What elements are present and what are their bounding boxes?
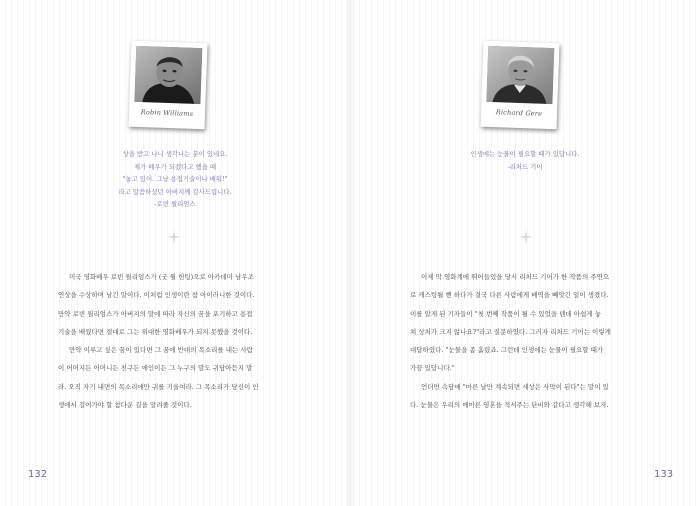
book-gutter bbox=[346, 0, 354, 506]
body-line: 미국 영화배우 로빈 윌리엄스가 (굿 윌 헌팅)으로 아카데미 남우조 bbox=[69, 273, 254, 281]
quote-line: 제가 배우가 되겠다고 했을 때 bbox=[133, 162, 217, 171]
robin-williams-signature: Robin Williams bbox=[140, 108, 194, 118]
sparkle-icon bbox=[167, 230, 181, 244]
page-number-left: 132 bbox=[28, 469, 48, 480]
quote-line: 상을 받고 나니 생각나는 분이 있네요. bbox=[122, 150, 228, 158]
body-line: 만약 이루고 싶은 꿈이 있다면 그 꿈에 반대의 목소리를 내는 사람 bbox=[69, 346, 253, 355]
sparkle-icon bbox=[519, 230, 533, 244]
richard-gere-polaroid bbox=[481, 41, 560, 130]
body-line: 라. 오직 자기 내면의 목소리에만 귀를 기울여라. 그 목소리가 당신이 인 bbox=[58, 382, 259, 391]
body-line: 이를 알게 된 기자들이 "첫 번째 작품이 될 수 있었을 텐데 아쉽게 놓 bbox=[410, 309, 602, 318]
body-line: 기술을 배웠다면 절대로 그는 위대한 영화배우가 되지 못했을 것이다. bbox=[58, 327, 253, 336]
body-line: 생에서 걸어가야 할 참다운 길을 알려줄 것이다. bbox=[58, 401, 192, 410]
robin-williams-photo bbox=[134, 46, 202, 104]
body-line: 다. 눈물은 우리의 메마른 영혼을 적셔주는 단비와 같다고 생각해 보자. bbox=[410, 401, 609, 410]
body-line: 연상을 수상하며 남긴 말이다. 이처럼 인생이란 참 아이러니한 것이다. bbox=[58, 291, 255, 300]
quote-attribution: -로빈 윌리엄스 bbox=[154, 200, 196, 208]
body-line: 언더먼 속담에 "마른 날만 계속되면 세상은 사막이 된다"는 말이 있 bbox=[421, 382, 609, 391]
body-line: 쳐 상처가 크지 않나요?"라고 질문하였다. 그러자 리처드 기어는 이렇게 bbox=[410, 327, 611, 336]
body-line: 대답하였다. "눈물을 좀 흘렸죠. 그런데 인생에는 눈물이 필요할 때가 bbox=[410, 346, 604, 355]
body-line: 만약 로빈 윌리엄스가 아버지의 말에 따라 자신의 꿈을 포기하고 용접 bbox=[58, 309, 253, 318]
body-line: 이제 막 영화계에 뛰어들었을 당시 리처드 기어가 한 작품의 주연으 bbox=[421, 273, 610, 281]
quote-line: 라고 말씀하셨던 아버지께 감사드립니다. bbox=[118, 187, 232, 196]
quote-line: "놓고 있어. 그냥 용접기술이나 배워!" bbox=[122, 175, 228, 183]
richard-gere-quote bbox=[390, 148, 660, 173]
richard-gere-signature: Richard Gere bbox=[495, 108, 543, 118]
quote-line: 인생에는 눈물이 필요할 때가 있답니다. bbox=[470, 150, 580, 158]
body-line: 이 어머지든 어머니든 친구든 애인이든 그 누구의 말도 귀담아듣지 말 bbox=[58, 364, 253, 373]
quote-attribution: -리처드 기어 bbox=[507, 162, 543, 171]
page-number-right: 133 bbox=[654, 469, 674, 480]
richard-gere-photo bbox=[486, 46, 554, 104]
robin-williams-polaroid bbox=[129, 41, 208, 130]
right-page bbox=[350, 0, 700, 506]
left-body-text bbox=[58, 268, 298, 414]
body-line: 로 캐스팅될 뻔 하다가 결국 다른 사람에게 배역을 빼앗긴 일이 생겼다. bbox=[410, 291, 609, 300]
robin-williams-quote bbox=[40, 148, 310, 211]
right-body-text bbox=[410, 268, 650, 414]
body-line: 가끔 있답니다." bbox=[410, 364, 455, 373]
